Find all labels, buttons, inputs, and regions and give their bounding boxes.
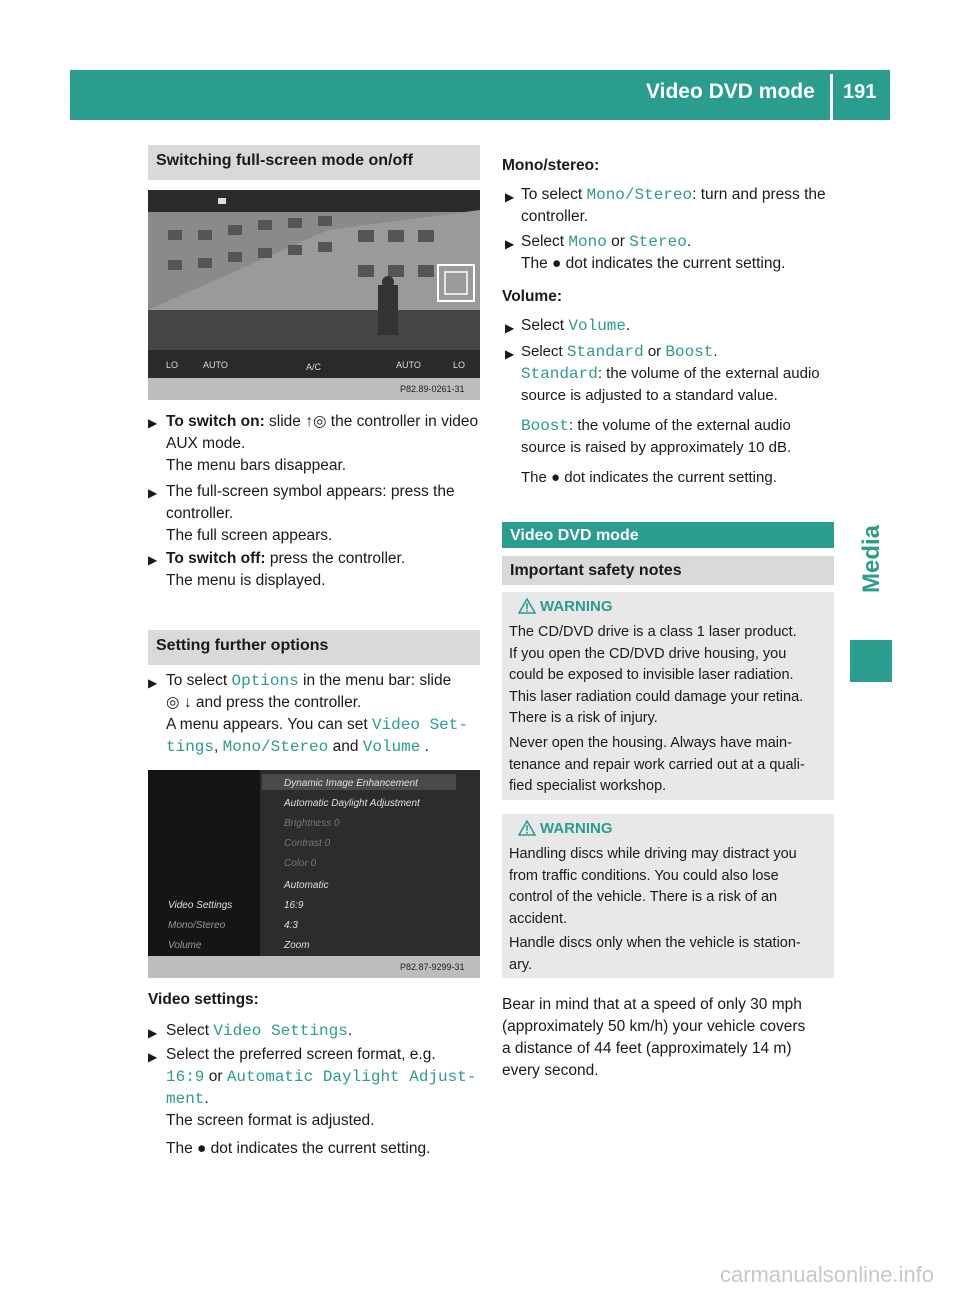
menu-brightness: Brightness 0 <box>284 818 340 829</box>
video-dvd-section-bar: Video DVD mode <box>502 522 834 548</box>
step-switch-off: To switch off: press the controller. The menu is displayed. <box>166 550 406 589</box>
image1-label-auto-left: AUTO <box>203 360 228 370</box>
step-select-options: To select Options in the menu bar: slide ◎ ↓ and press the controller. A menu appears. You can set Video Set‐ tings, Mono/Stereo and Volume . <box>166 672 468 756</box>
warning-triangle-icon <box>518 820 536 841</box>
image2-caption: P82.87-9299-31 <box>400 962 465 972</box>
menu-left-video-settings: Video Settings <box>168 900 233 911</box>
image1-caption: P82.89-0261-31 <box>400 384 465 394</box>
warning-label: WARNING <box>540 598 613 615</box>
watermark: carmanualsonline.info <box>720 1262 935 1287</box>
image1-label-lo-left: LO <box>166 360 179 370</box>
step-select-volume: Select Volume. <box>521 317 631 335</box>
menu-color: Color 0 <box>284 858 317 869</box>
step-select-video-settings: Select Video Settings. <box>166 1022 353 1040</box>
page-number: 191 <box>843 81 877 103</box>
mono-stereo-heading: Mono/stereo: <box>502 157 600 174</box>
image1-label-auto-right: AUTO <box>396 360 421 370</box>
menu-auto-daylight: Automatic Daylight Adjustment <box>284 798 420 809</box>
video-settings-heading: Video settings: <box>148 991 259 1008</box>
section-heading-options: Setting further options <box>148 630 480 665</box>
menu-automatic: Automatic <box>284 880 329 891</box>
step-arrow-icon: ▶ <box>505 347 515 361</box>
video-settings-screenshot <box>148 770 480 978</box>
step-select-format: Select the preferred screen format, e.g. 16:9 or Automatic Daylight Adjust‐ ment. The screen format is adjusted. The ● dot indicates the current setting. <box>166 1046 477 1157</box>
fullscreen-screenshot <box>148 190 480 400</box>
step-arrow-icon: ▶ <box>148 1026 158 1040</box>
step-select-mono-stereo: To select Mono/Stereo: turn and press the controller. <box>521 186 826 225</box>
menu-left-volume: Volume <box>168 940 202 951</box>
menu-contrast: Contrast 0 <box>284 838 331 849</box>
page-header-title: Video DVD mode <box>646 80 815 103</box>
step-select-standard-boost: Select Standard or Boost. Standard: the volume of the external audio source is adjusted to a standard value. Boost: the volume of the external audio source is raised by approximately 10 dB. The ● dot indicates the current setting. <box>521 343 820 486</box>
side-section-marker <box>850 640 892 682</box>
volume-heading: Volume: <box>502 288 562 305</box>
menu-16-9: 16:9 <box>284 900 304 911</box>
step-arrow-icon: ▶ <box>148 676 158 690</box>
image1-label-ac: A/C <box>306 362 322 372</box>
warning-text-discs: Handling discs while driving may distract you from traffic conditions. You could also lose control of the vehicle. There is a risk of an accident. Handle discs only when the vehicle is station‐ ary. <box>509 846 801 973</box>
menu-4-3: 4:3 <box>284 920 298 931</box>
step-arrow-icon: ▶ <box>148 1050 158 1064</box>
safety-notes-heading: Important safety notes <box>502 556 834 585</box>
image1-label-lo-right: LO <box>453 360 466 370</box>
warning-text-laser: The CD/DVD drive is a class 1 laser product. If you open the CD/DVD drive housing, you could be exposed to invisible laser radiation. This laser radiation could damage your retina. There is a risk of injury. Never open the housing. Always have main‐ tenance and repair work carried out at a quali‐ fied specialist workshop. <box>509 624 805 795</box>
side-section-label: Media <box>858 524 885 593</box>
warning-triangle-icon <box>518 598 536 619</box>
step-arrow-icon: ▶ <box>148 486 158 500</box>
step-switch-on: To switch on: slide ↑◎ the controller in video AUX mode. The menu bars disappear. <box>166 413 479 474</box>
header-separator <box>830 74 833 120</box>
step-select-mono-or-stereo: Select Mono or Stereo. The ● dot indicates the current setting. <box>521 233 786 272</box>
step-arrow-icon: ▶ <box>148 416 158 430</box>
menu-dynamic-image: Dynamic Image Enhancement <box>284 778 418 789</box>
menu-zoom: Zoom <box>284 940 310 951</box>
step-fullscreen-symbol: The full-screen symbol appears: press the controller. The full screen appears. <box>166 483 455 544</box>
step-arrow-icon: ▶ <box>505 321 515 335</box>
step-arrow-icon: ▶ <box>148 553 158 567</box>
step-arrow-icon: ▶ <box>505 190 515 204</box>
step-arrow-icon: ▶ <box>505 237 515 251</box>
warning-label: WARNING <box>540 820 613 837</box>
closing-paragraph: Bear in mind that at a speed of only 30 mph (approximately 50 km/h) your vehicle covers a distance of 44 feet (approximately 14 m) every second. <box>502 996 806 1079</box>
menu-left-mono-stereo: Mono/Stereo <box>168 920 226 931</box>
section-heading-fullscreen: Switching full-screen mode on/off <box>148 145 480 180</box>
